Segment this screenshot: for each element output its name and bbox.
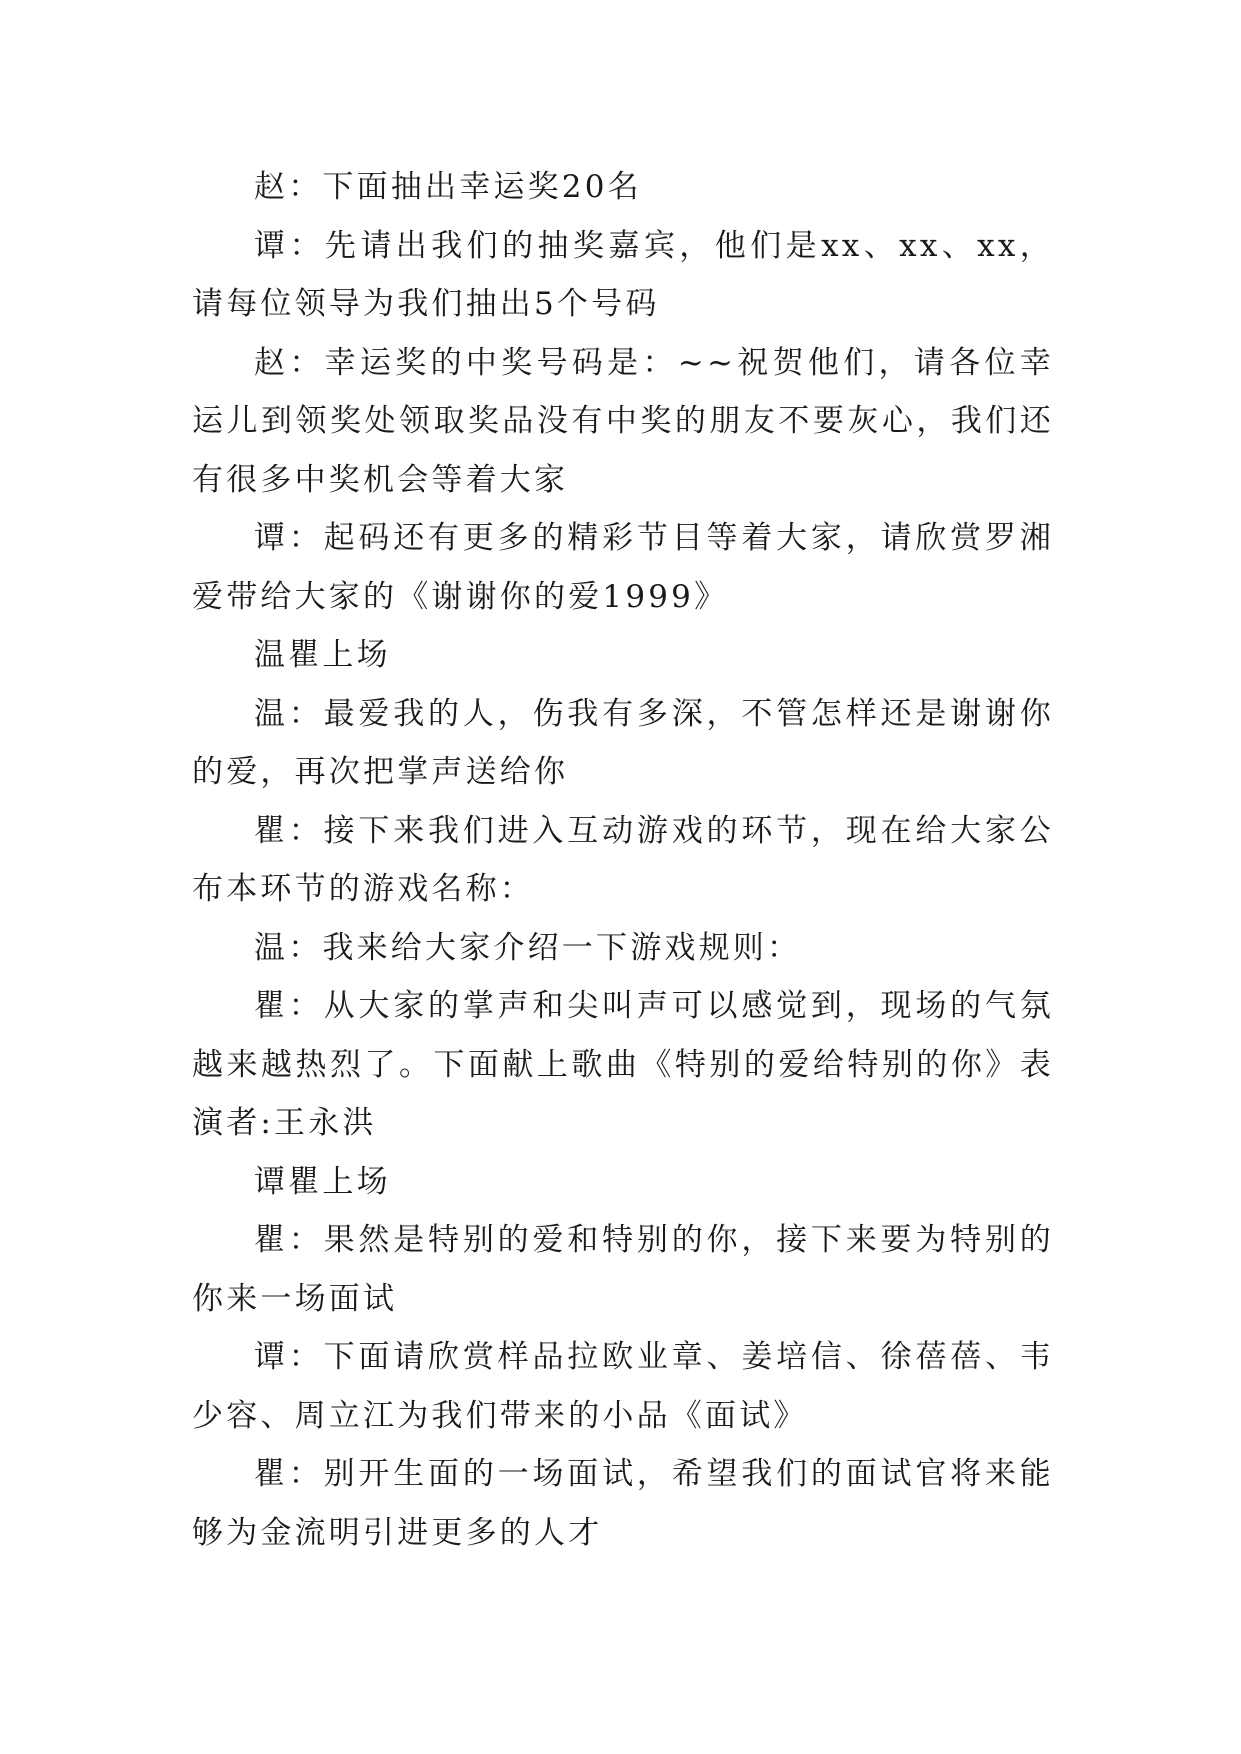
paragraph: 谭瞿上场 <box>254 1163 391 1200</box>
paragraph: 温瞿上场 <box>254 637 391 673</box>
paragraph: 谭：下面请欣赏样品拉欧业章、姜培信、徐蓓蓓、韦少容、周立江为我们带来的小品《面试》 <box>192 1339 1054 1434</box>
paragraph: 瞿：从大家的掌声和尖叫声可以感觉到，现场的气氛越来越热烈了。下面献上歌曲《特别的爱给特别的你》表演者:王永洪 <box>192 988 1054 1141</box>
paragraph: 温：我来给大家介绍一下游戏规则： <box>254 929 802 966</box>
paragraph: 赵：下面抽出幸运奖20名 <box>254 169 642 205</box>
paragraph: 温：最爱我的人，伤我有多深，不管怎样还是谢谢你的爱，再次把掌声送给你 <box>192 695 1054 790</box>
paragraph: 赵：幸运奖的中奖号码是：~~祝贺他们，请各位幸运儿到领奖处领取奖品没有中奖的朋友不要灰心，我们还有很多中奖机会等着大家 <box>192 344 1054 498</box>
paragraph: 谭：起码还有更多的精彩节目等着大家，请欣赏罗湘爱带给大家的《谢谢你的爱1999》 <box>192 520 1054 615</box>
paragraph: 谭：先请出我们的抽奖嘉宾，他们是xx、xx、xx，请每位领导为我们抽出5个号码 <box>192 227 1054 322</box>
paragraph: 瞿：别开生面的一场面试，希望我们的面试官将来能够为金流明引进更多的人才 <box>192 1456 1054 1551</box>
document-body <box>192 158 1054 1562</box>
paragraph: 瞿：果然是特别的爱和特别的你，接下来要为特别的你来一场面试 <box>192 1222 1054 1317</box>
paragraph: 瞿：接下来我们进入互动游戏的环节，现在给大家公布本环节的游戏名称： <box>192 812 1054 907</box>
